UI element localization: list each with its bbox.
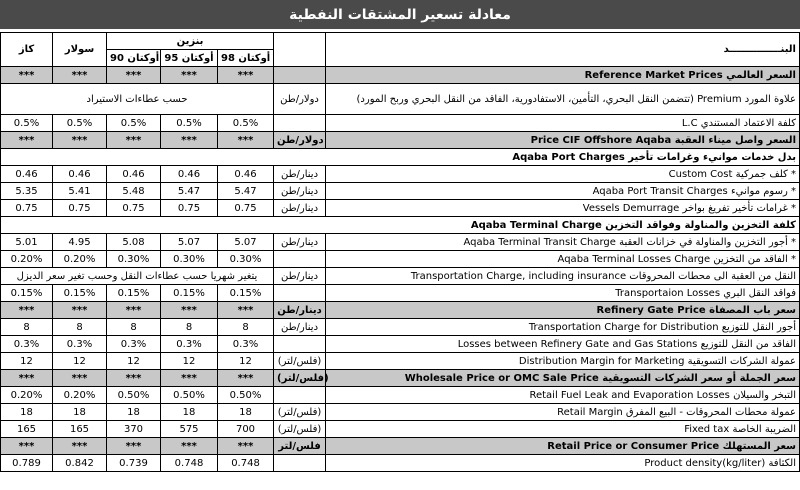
cell-unit [274,115,326,132]
cell-octane-90: 0.739 [107,455,161,472]
cell-span-note: حسب عطاءات الاستيراد [1,84,274,115]
cell-unit [274,387,326,404]
cell-octane-90: 370 [107,421,161,438]
cell-diesel: 18 [53,404,107,421]
cell-octane-90: *** [107,370,161,387]
table-row [1,421,800,438]
table-row [1,302,800,319]
cell-unit: دولار/طن [274,132,326,149]
header-octane-98: أوكتان 98 [218,50,274,67]
cell-item: * كلف جمركية Custom Cost [326,166,800,183]
cell-gas: *** [1,67,53,84]
cell-octane-95: *** [161,438,218,455]
cell-unit [274,285,326,302]
cell-octane-90: *** [107,302,161,319]
cell-octane-95: 5.47 [161,183,218,200]
cell-gas: 0.20% [1,251,53,268]
table-row [1,404,800,421]
cell-unit: دينار/طن [274,234,326,251]
cell-unit: (فلس/لتر) [274,404,326,421]
cell-octane-90: 18 [107,404,161,421]
cell-gas: *** [1,370,53,387]
cell-octane-95: 12 [161,353,218,370]
cell-octane-95: 0.748 [161,455,218,472]
cell-octane-90: 0.50% [107,387,161,404]
table-row [1,166,800,183]
cell-diesel: *** [53,370,107,387]
cell-gas: 5.35 [1,183,53,200]
cell-octane-95: 0.75 [161,200,218,217]
cell-gas: 0.46 [1,166,53,183]
cell-diesel: 0.5% [53,115,107,132]
cell-item: * رسوم موانيء Aqaba Port Transit Charges [326,183,800,200]
cell-octane-90: 0.46 [107,166,161,183]
cell-item: التبخر والسيلان Retail Fuel Leak and Evaporation Losses [326,387,800,404]
cell-unit: دينار/طن [274,302,326,319]
cell-octane-95: 18 [161,404,218,421]
cell-gas: 0.20% [1,387,53,404]
cell-octane-98: 5.47 [218,183,274,200]
cell-octane-98: *** [218,132,274,149]
cell-octane-95: 0.3% [161,336,218,353]
cell-gas: 165 [1,421,53,438]
cell-octane-98: 0.50% [218,387,274,404]
cell-gas: 0.5% [1,115,53,132]
page-title: معادلة تسعير المشتقات النفطية [0,0,800,29]
cell-octane-98: 0.30% [218,251,274,268]
cell-span-note: يتغير شهريا حسب عطاءات النقل وحسب تغير سعر الديزل [1,268,274,285]
table-row [1,336,800,353]
cell-diesel: 8 [53,319,107,336]
cell-octane-95: 0.30% [161,251,218,268]
cell-octane-90: 0.3% [107,336,161,353]
cell-item: عمولة الشركات التسويقية Distribution Margin for Marketing [326,353,800,370]
cell-octane-95: 5.07 [161,234,218,251]
cell-unit: فلس/لتر [274,438,326,455]
cell-gas: 0.15% [1,285,53,302]
cell-octane-95: 575 [161,421,218,438]
cell-unit: دينار/طن [274,200,326,217]
cell-octane-98: 0.46 [218,166,274,183]
cell-diesel: 0.46 [53,166,107,183]
table-row [1,84,800,115]
cell-item: سعر الجملة أو سعر الشركات التسويقية Wholesale Price or OMC Sale Price [326,370,800,387]
cell-gas: 5.01 [1,234,53,251]
cell-octane-98: 0.5% [218,115,274,132]
cell-diesel: *** [53,302,107,319]
header-unit [274,33,326,67]
cell-unit: دينار/طن [274,166,326,183]
cell-octane-90: 0.30% [107,251,161,268]
table-row [1,183,800,200]
cell-octane-90: 0.5% [107,115,161,132]
cell-octane-95: 8 [161,319,218,336]
cell-octane-98: *** [218,302,274,319]
cell-octane-90: *** [107,67,161,84]
cell-diesel: 0.75 [53,200,107,217]
cell-octane-90: 5.48 [107,183,161,200]
cell-octane-98: 8 [218,319,274,336]
cell-unit: دينار/طن [274,183,326,200]
cell-unit: (فلس/لتر) [274,421,326,438]
header-octane-95: أوكتان 95 [161,50,218,67]
cell-diesel: 0.3% [53,336,107,353]
table-row [1,251,800,268]
cell-diesel: *** [53,438,107,455]
cell-octane-98: 18 [218,404,274,421]
cell-octane-90: 8 [107,319,161,336]
cell-unit: (فلس/لتر) [274,370,326,387]
cell-unit: (فلس/لتر) [274,353,326,370]
table-row [1,132,800,149]
cell-octane-98: 0.15% [218,285,274,302]
cell-diesel: 4.95 [53,234,107,251]
cell-diesel: 0.15% [53,285,107,302]
cell-item: * أجور التخزين والمناولة في خزانات العقبة Aqaba Terminal Transit Charge [326,234,800,251]
cell-octane-90: *** [107,438,161,455]
table-row [1,319,800,336]
cell-item: علاوة المورد Premium (تتضمن النقل البحري، التأمين، الاستفادورية، الفاقد من النقل البحري وربح المورد) [326,84,800,115]
cell-octane-95: *** [161,302,218,319]
table-row [1,353,800,370]
table-row [1,387,800,404]
cell-unit: دينار/طن [274,268,326,285]
cell-gas: *** [1,132,53,149]
cell-octane-98: 5.07 [218,234,274,251]
cell-gas: 8 [1,319,53,336]
cell-octane-90: 0.75 [107,200,161,217]
cell-diesel: 165 [53,421,107,438]
cell-gas: 18 [1,404,53,421]
cell-gas: *** [1,302,53,319]
cell-unit [274,251,326,268]
cell-diesel: 0.842 [53,455,107,472]
cell-octane-90: 0.15% [107,285,161,302]
cell-item: سعر باب المصفاة Refinery Gate Price [326,302,800,319]
header-gas: كاز [1,33,53,67]
table-row [1,149,800,166]
cell-octane-98: *** [218,370,274,387]
cell-octane-90: 12 [107,353,161,370]
cell-gas: 0.789 [1,455,53,472]
cell-octane-95: *** [161,370,218,387]
cell-gas: 12 [1,353,53,370]
table-row [1,200,800,217]
cell-diesel: 5.41 [53,183,107,200]
cell-item: أجور النقل للتوزيع Transportation Charge for Distribution [326,319,800,336]
header-diesel: سولار [53,33,107,67]
cell-octane-90: 5.08 [107,234,161,251]
table-row [1,115,800,132]
cell-unit [274,336,326,353]
table-row [1,67,800,84]
pricing-table [0,32,800,472]
cell-octane-95: 0.46 [161,166,218,183]
cell-diesel: *** [53,67,107,84]
cell-diesel: 12 [53,353,107,370]
cell-item: السعر العالمي Reference Market Prices [326,67,800,84]
header-octane-90: أوكتان 90 [107,50,161,67]
section-heading: كلفة التخزين والمناولة وفواقد التخزين Aqaba Terminal Charge [1,217,800,234]
cell-unit: دولار/طن [274,84,326,115]
cell-octane-98: 0.75 [218,200,274,217]
cell-unit [274,455,326,472]
cell-octane-95: *** [161,132,218,149]
cell-gas: *** [1,438,53,455]
cell-octane-95: 0.5% [161,115,218,132]
cell-item: عمولة محطات المحروقات - البيع المفرق Retail Margin [326,404,800,421]
table-row [1,370,800,387]
cell-item: الفاقد من النقل للتوزيع Losses between Refinery Gate and Gas Stations [326,336,800,353]
cell-diesel: 0.20% [53,387,107,404]
table-row [1,455,800,472]
table-row [1,234,800,251]
cell-octane-98: 12 [218,353,274,370]
cell-unit [274,67,326,84]
cell-unit: دينار/طن [274,319,326,336]
cell-item: النقل من العقبة الى محطات المحروقات Transportation Charge, including insurance [326,268,800,285]
cell-diesel: *** [53,132,107,149]
table-row [1,438,800,455]
cell-item: السعر واصل ميناء العقبة Price CIF Offshore Aqaba [326,132,800,149]
cell-item: * الفاقد من التخزين Aqaba Terminal Losses Charge [326,251,800,268]
cell-octane-95: *** [161,67,218,84]
cell-gas: 0.3% [1,336,53,353]
table-row [1,285,800,302]
cell-octane-95: 0.15% [161,285,218,302]
cell-item: كلفة الاعتماد المستندي L.C [326,115,800,132]
section-heading: بدل خدمات موانيء وغرامات تأخير Aqaba Port Charges [1,149,800,166]
cell-diesel: 0.20% [53,251,107,268]
cell-octane-98: 0.3% [218,336,274,353]
cell-item: * غرامات تأخير تفريغ بواخر Vessels Demurrage [326,200,800,217]
cell-octane-98: 0.748 [218,455,274,472]
cell-octane-98: 700 [218,421,274,438]
cell-octane-90: *** [107,132,161,149]
cell-gas: 0.75 [1,200,53,217]
cell-octane-95: 0.50% [161,387,218,404]
cell-octane-98: *** [218,438,274,455]
header-item: البنـــــــــــــــد [326,33,800,67]
cell-item: سعر المستهلك Retail Price or Consumer Price [326,438,800,455]
table-row [1,268,800,285]
cell-item: الكثافة (kg/liter)Product density [326,455,800,472]
header-benzine: بنزين [107,33,274,50]
cell-octane-98: *** [218,67,274,84]
cell-item: الضريبة الخاصة Fixed tax [326,421,800,438]
cell-item: فواقد النقل البري Transportaion Losses [326,285,800,302]
table-row [1,217,800,234]
